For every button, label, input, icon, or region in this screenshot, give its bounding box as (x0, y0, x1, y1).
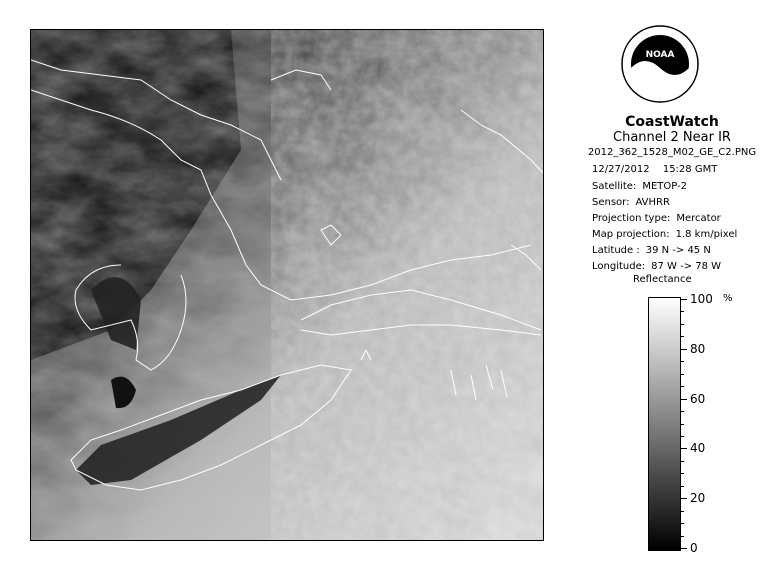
satellite-label: Satellite: (592, 181, 637, 192)
colorbar-minor-tick (681, 473, 684, 474)
image-filename: 2012_362_1528_M02_GE_C2.PNG (587, 147, 757, 158)
colorbar-minor-tick (681, 536, 684, 537)
sensor-line (592, 197, 670, 208)
colorbar-minor-tick (681, 486, 684, 487)
colorbar-tick-label: 60 (690, 391, 706, 406)
colorbar-tick-label: 80 (690, 341, 706, 356)
colorbar-minor-tick (681, 461, 684, 462)
colorbar-minor-tick (681, 436, 684, 437)
svg-text:NOAA: NOAA (645, 50, 675, 60)
satellite-image (30, 29, 544, 541)
acquisition-time: 15:28 GMT (662, 164, 718, 175)
colorbar-minor-tick (681, 361, 684, 362)
colorbar-tick-label: 100 (690, 292, 713, 306)
colorbar-tick (681, 399, 687, 400)
longitude-value: 87 W -> 78 W (651, 261, 722, 272)
legend-title: Reflectance (633, 274, 692, 285)
colorbar-tick-label: 0 (690, 541, 698, 555)
projection-type-value: Mercator (676, 213, 721, 224)
colorbar-minor-tick (681, 511, 684, 512)
longitude-label: Longitude: (592, 261, 646, 272)
colorbar-tick (681, 349, 687, 350)
map-projection-label: Map projection: (592, 229, 670, 240)
colorbar-tick (681, 498, 687, 499)
longitude-line (592, 261, 721, 272)
product-title: CoastWatch (625, 114, 719, 130)
reflectance-colorbar (648, 297, 681, 551)
colorbar-tick (681, 299, 687, 300)
noaa-logo (620, 24, 700, 104)
sensor-label: Sensor: (592, 197, 630, 208)
colorbar-tick (681, 548, 687, 549)
colorbar-minor-tick (681, 386, 684, 387)
colorbar-minor-tick (681, 336, 684, 337)
colorbar-tick-label: 20 (690, 491, 706, 506)
colorbar-tick-label: 40 (690, 441, 706, 456)
map-projection-value: 1.8 km/pixel (675, 229, 738, 240)
date-time-line (592, 164, 717, 175)
satellite-line (592, 181, 687, 192)
colorbar-minor-tick (681, 324, 684, 325)
satellite-value: METOP-2 (642, 181, 688, 192)
colorbar-minor-tick (681, 311, 684, 312)
noaa-seal-icon (620, 24, 700, 104)
latitude-value: 39 N -> 45 N (645, 245, 711, 256)
projection-type-label: Projection type: (592, 213, 671, 224)
latitude-label: Latitude : (592, 245, 640, 256)
colorbar-minor-tick (681, 523, 684, 524)
satellite-map (31, 30, 544, 541)
colorbar-tick (681, 448, 687, 449)
projection-type-line (592, 213, 721, 224)
channel-subtitle: Channel 2 Near IR (613, 130, 731, 145)
colorbar-minor-tick (681, 411, 684, 412)
legend-unit: % (723, 293, 733, 304)
acquisition-date: 12/27/2012 (592, 164, 650, 175)
colorbar-minor-tick (681, 374, 684, 375)
sensor-value: AVHRR (635, 197, 670, 208)
latitude-line (592, 245, 711, 256)
colorbar-minor-tick (681, 424, 684, 425)
snow-texture (271, 30, 544, 541)
map-projection-line (592, 229, 737, 240)
